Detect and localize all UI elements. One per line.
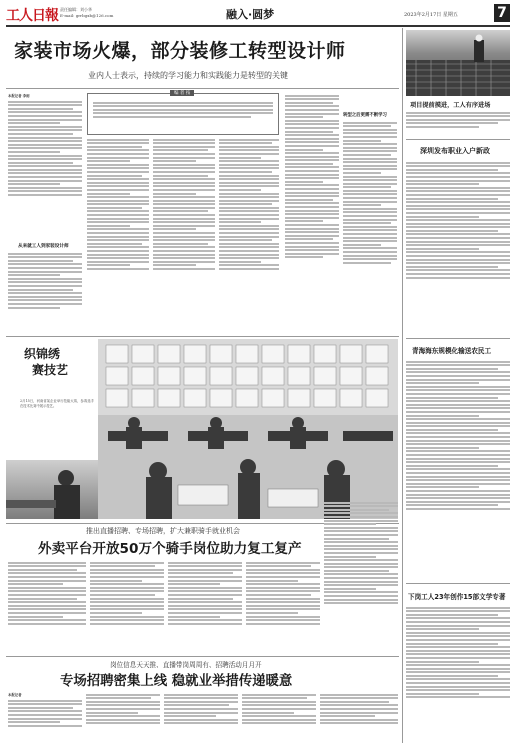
- lead-subtitle: 业内人士表示，持续的学习能力和实践能力是转型的关键: [88, 71, 288, 80]
- lead-body-col6: [343, 120, 397, 333]
- lead-subhead-2: 转型之后更需不断学习: [343, 113, 387, 118]
- bottom-byline: 本报记者: [8, 693, 22, 697]
- feature-photo: [98, 339, 398, 519]
- mid-body-1: [8, 560, 86, 652]
- bottom-body-4: [242, 692, 316, 744]
- mid-body-5: [324, 500, 398, 652]
- lead-divider: [6, 88, 399, 89]
- editor-note-box: [87, 93, 279, 135]
- bottom-top-rule: [6, 656, 399, 657]
- lead-body-col1b: [8, 251, 82, 333]
- story3-body: [406, 605, 510, 743]
- logo: 工人日報: [6, 8, 58, 24]
- lead-bottom-rule: [6, 336, 399, 337]
- bottom-body-5: [320, 692, 398, 744]
- lead-body-col4: [219, 137, 279, 333]
- bottom-title: 专场招聘密集上线 稳就业举措传递暖意: [60, 674, 293, 689]
- lead-byline: 本报记者 李雨: [8, 94, 30, 98]
- site-photo: [406, 30, 510, 96]
- story1-body: [406, 160, 510, 332]
- lead-subhead-1: 从来就工人到家装设计师: [18, 244, 69, 249]
- mid-body-2: [90, 560, 164, 652]
- bottom-kicker: 岗位信息天天推、直播带岗周周有、招聘活动月月开: [110, 661, 262, 669]
- masthead: [6, 5, 510, 25]
- bottom-body-2: [86, 692, 160, 744]
- lead-body-col5: [285, 93, 339, 333]
- page-number: 7: [494, 4, 510, 22]
- story3-title: 下岗工人23年创作15部文学专著: [408, 593, 506, 601]
- editor-credit: 责任编辑：刘小华: [60, 7, 92, 12]
- rc-rule-3: [406, 583, 510, 584]
- bottom-body-1: [8, 698, 82, 744]
- mid-body-3: [168, 560, 242, 652]
- feature-title-1: 织锦绣: [24, 347, 61, 361]
- story2-title: 青海海东规模化输送农民工: [412, 347, 492, 355]
- photo-caption-text: [406, 110, 510, 136]
- right-col-divider: [402, 28, 403, 743]
- rc-rule-1: [406, 139, 510, 140]
- mid-title: 外卖平台开放50万个骑手岗位助力复工复产: [38, 541, 302, 557]
- editor-email: E-mail: grrbgxb@126.com: [60, 13, 114, 18]
- masthead-rule: [6, 25, 510, 27]
- bottom-body-3: [164, 692, 238, 744]
- weaver-graphic: [6, 460, 98, 519]
- feature-box: [6, 339, 98, 459]
- editor-note-text: [93, 100, 273, 132]
- feature-title-2: 赛技艺: [32, 363, 69, 377]
- lead-body-col2: [87, 137, 149, 333]
- story2-body: [406, 359, 510, 579]
- lead-title: 家装市场火爆，部分装修工转型设计师: [14, 40, 346, 62]
- editor-note-label: 编 者 按: [170, 90, 194, 96]
- lead-body-col1: [8, 99, 82, 241]
- story1-title: 深圳发布职业入户新政: [420, 147, 490, 155]
- issue-date: 2023年2月17日 星期五: [404, 12, 458, 18]
- feature-photo-left: [6, 460, 98, 519]
- feature-caption: 2月15日，河南省某企业举行技能大赛，参赛选手在技术比赛中展示技艺。: [20, 399, 94, 409]
- lead-body-col3: [153, 137, 215, 333]
- mid-body-4: [246, 560, 320, 652]
- rc-rule-2: [406, 338, 510, 339]
- construction-site-graphic: [406, 30, 510, 96]
- mid-kicker: 推出直播招聘、专场招聘，扩大兼职骑手就业机会: [86, 527, 240, 535]
- photo-caption-title: 项目提前摸进，工人有序进场: [410, 102, 491, 109]
- section-title: 融入·圆梦: [226, 8, 275, 21]
- weaving-workshop-graphic: [98, 339, 398, 519]
